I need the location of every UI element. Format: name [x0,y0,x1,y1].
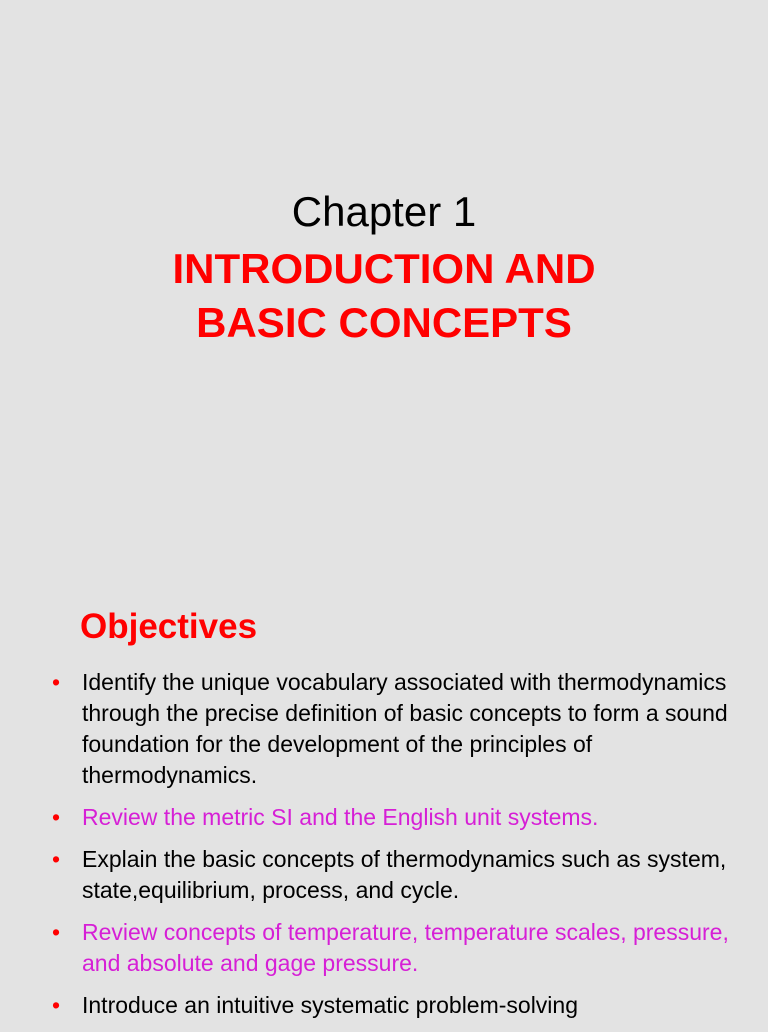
objective-text: Identify the unique vocabulary associated with thermodynamics through the precise definition of basic concepts to form a sound foundation for the development of the principles of thermodynamics. [82,669,728,788]
bullet-icon: • [52,846,61,872]
chapter-title [0,242,768,350]
objective-item [52,802,742,833]
objectives-heading: Objectives [80,607,258,646]
objective-text: Review the metric SI and the English unit systems. [82,804,599,830]
objective-text: Explain the basic concepts of thermodynamics such as system, state,equilibrium, process, and cycle. [82,846,727,903]
objective-text: Introduce an intuitive systematic problem-solving [82,992,579,1018]
chapter-label: Chapter 1 [291,188,477,235]
chapter-title-line-2: BASIC CONCEPTS [196,299,572,346]
title-block [0,186,768,350]
bullet-icon: • [52,992,61,1018]
objectives-list [52,667,742,1032]
bullet-icon: • [52,669,61,695]
bullet-icon: • [52,804,61,830]
objective-item [52,667,742,791]
bullet-icon: • [52,919,61,945]
objective-text: Review concepts of temperature, temperature scales, pressure, and absolute and gage pressure. [82,919,729,976]
objective-item [52,990,742,1021]
objective-item [52,844,742,906]
objective-item [52,917,742,979]
chapter-title-line-1: INTRODUCTION AND [172,245,596,292]
